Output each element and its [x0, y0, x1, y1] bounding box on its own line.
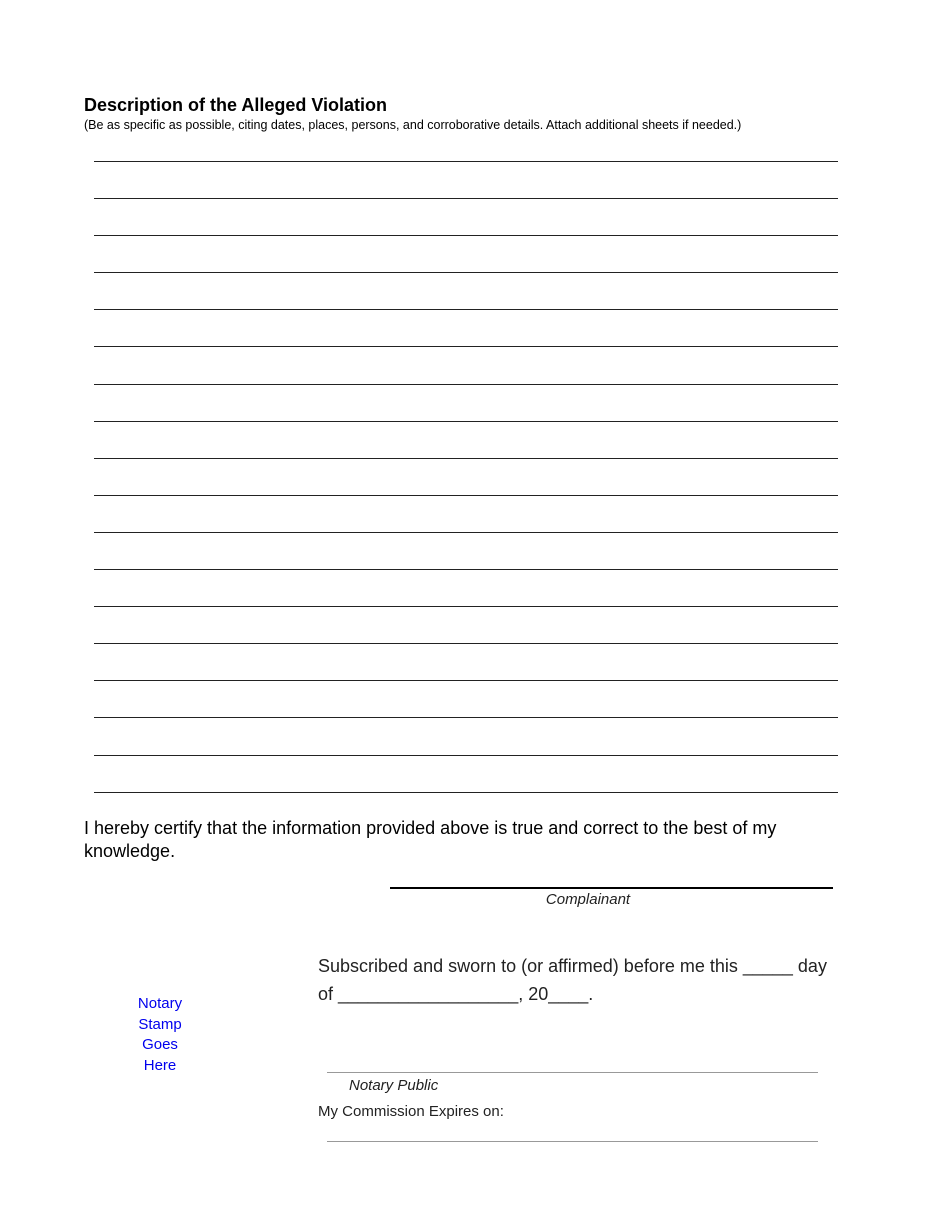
sworn-statement: [318, 952, 863, 1008]
description-line[interactable]: [94, 458, 838, 495]
description-line[interactable]: [94, 643, 838, 680]
commission-expires-label: My Commission Expires on:: [318, 1103, 504, 1120]
section-title: Description of the Alleged Violation: [84, 95, 388, 115]
description-lines[interactable]: [94, 161, 838, 829]
description-line[interactable]: [94, 680, 838, 717]
section-instructions: (Be as specific as possible, citing dates, places, persons, and corroborative details. Attach additional sheets if needed.): [84, 118, 742, 132]
complainant-signature-line[interactable]: [390, 887, 833, 889]
notary-stamp-text: Here: [143, 1057, 177, 1075]
description-line[interactable]: [94, 309, 838, 346]
description-line[interactable]: [94, 495, 838, 532]
notary-stamp-area: [120, 994, 200, 1077]
description-line[interactable]: [94, 569, 838, 606]
certification-statement: I hereby certify that the information provided above is true and correct to the best of my knowledge.: [84, 818, 777, 861]
description-line[interactable]: [94, 421, 838, 458]
sworn-statement-line-2: of __________________, 20____.: [318, 984, 594, 1004]
description-line[interactable]: [94, 384, 838, 421]
notary-stamp-text: Notary: [137, 995, 183, 1012]
notary-stamp-text: Stamp: [138, 1015, 182, 1033]
notary-signature-line[interactable]: [327, 1072, 818, 1073]
description-line[interactable]: [94, 532, 838, 569]
description-line[interactable]: [94, 235, 838, 272]
description-line[interactable]: [94, 161, 838, 198]
complainant-label: Complainant: [545, 891, 631, 908]
description-line[interactable]: [94, 606, 838, 643]
description-line[interactable]: [94, 198, 838, 235]
description-line[interactable]: [94, 272, 838, 309]
notary-stamp-text: Goes: [142, 1036, 178, 1054]
commission-expiry-line[interactable]: [327, 1141, 818, 1142]
sworn-statement-line-1: Subscribed and sworn to (or affirmed) before me this _____ day: [318, 956, 827, 976]
description-line[interactable]: [94, 717, 838, 754]
notary-public-label: Notary Public: [349, 1077, 439, 1094]
description-line[interactable]: [94, 755, 838, 792]
description-line[interactable]: [94, 346, 838, 383]
